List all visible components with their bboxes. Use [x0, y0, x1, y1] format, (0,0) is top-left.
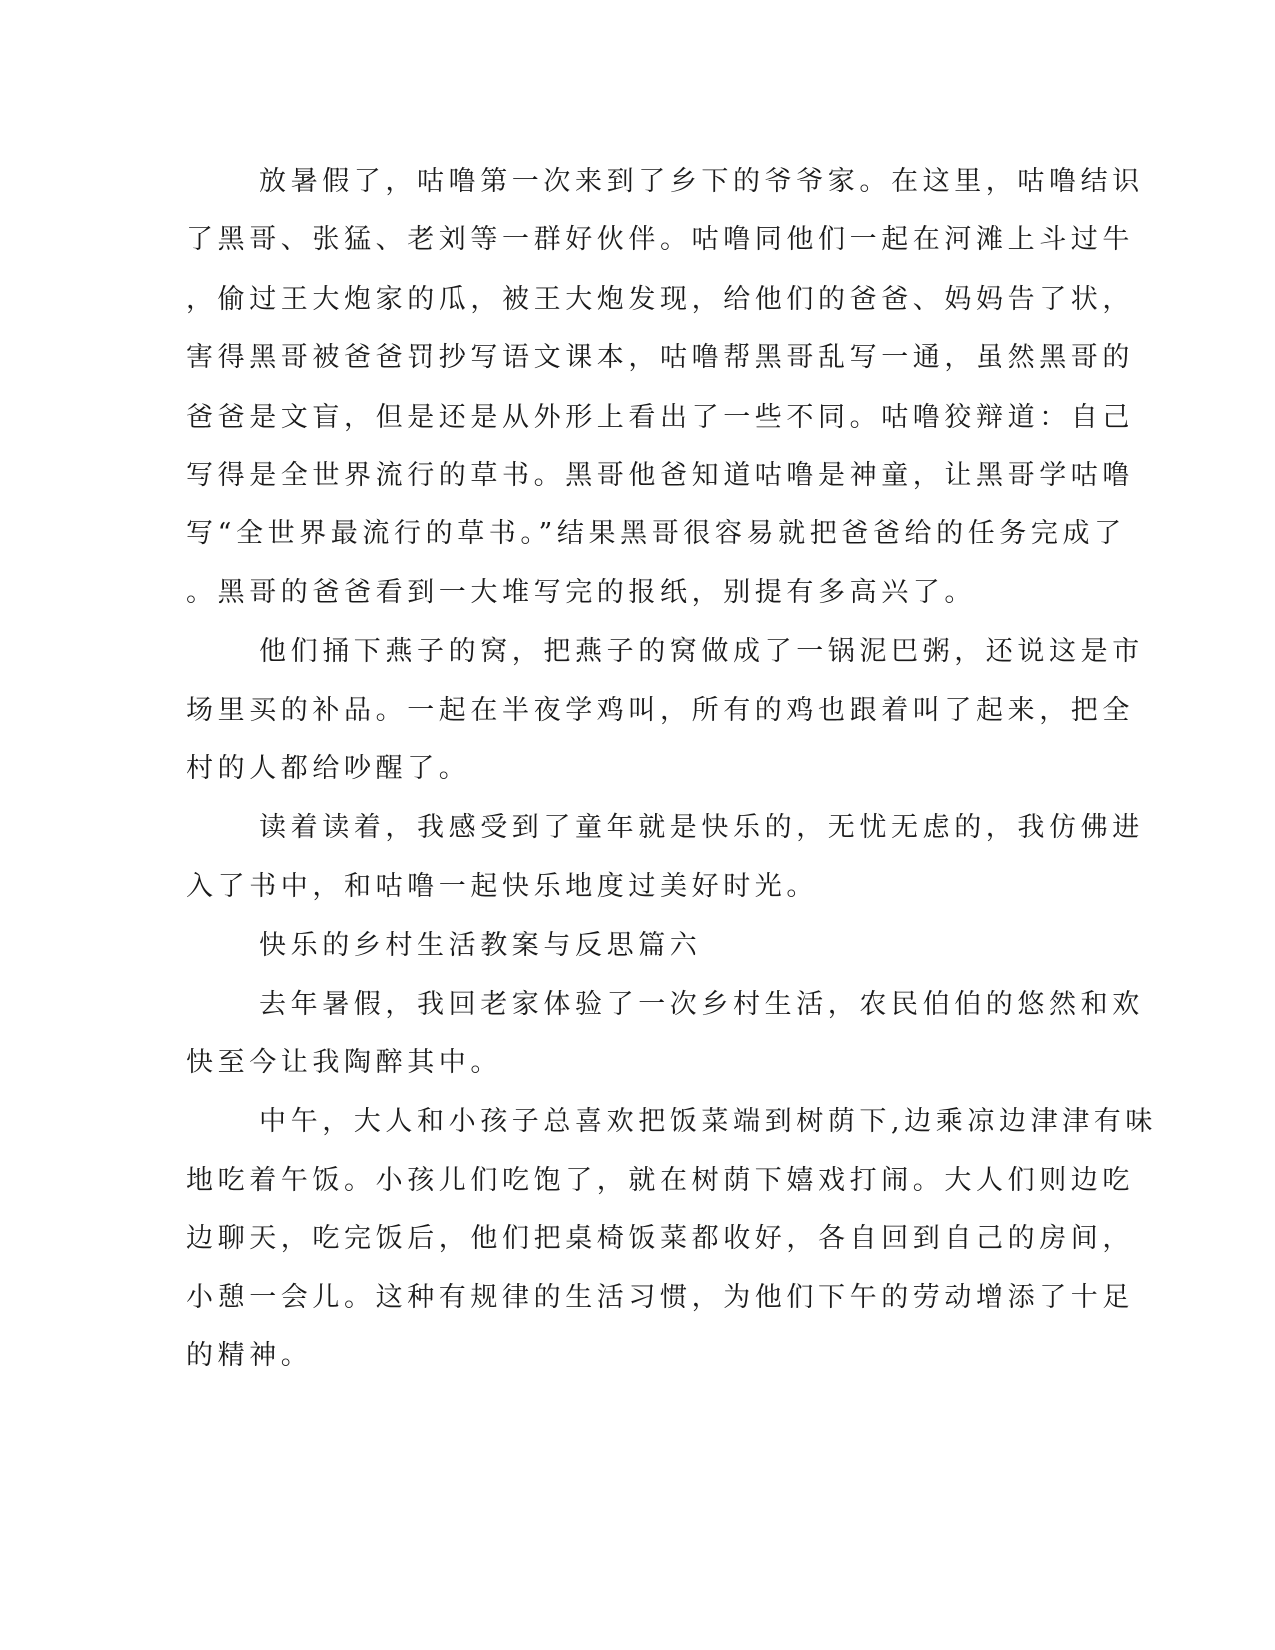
text-line: 写“全世界最流行的草书。”结果黑哥很容易就把爸爸给的任务完成了 — [186, 518, 1126, 549]
text-line: 村的人都给吵醒了。 — [186, 753, 471, 784]
text-line: ，偷过王大炮家的瓜，被王大炮发现，给他们的爸爸、妈妈告了状， — [186, 284, 1134, 315]
text-line: 去年暑假，我回老家体验了一次乡村生活，农民伯伯的悠然和欢 — [259, 989, 1144, 1020]
text-line: 读着读着，我感受到了童年就是快乐的，无忧无虑的，我仿佛进 — [259, 812, 1144, 843]
text-line: 场里买的补品。一起在半夜学鸡叫，所有的鸡也跟着叫了起来，把全 — [186, 695, 1134, 726]
text-line: 害得黑哥被爸爸罚抄写语文课本，咕噜帮黑哥乱写一通，虽然黑哥的 — [186, 342, 1134, 373]
text-line: 地吃着午饭。小孩儿们吃饱了，就在树荫下嬉戏打闹。大人们则边吃 — [186, 1165, 1134, 1196]
text-line: 他们捅下燕子的窝，把燕子的窝做成了一锅泥巴粥，还说这是市 — [259, 636, 1144, 667]
text-line: 边聊天，吃完饭后，他们把桌椅饭菜都收好，各自回到自己的房间， — [186, 1223, 1134, 1254]
text-line: 爸爸是文盲，但是还是从外形上看出了一些不同。咕噜狡辩道：自己 — [186, 402, 1134, 433]
text-line: 入了书中，和咕噜一起快乐地度过美好时光。 — [186, 871, 818, 902]
text-line: 中午，大人和小孩子总喜欢把饭菜端到树荫下,边乘凉边津津有味 — [259, 1106, 1157, 1137]
text-line: 了黑哥、张猛、老刘等一群好伙伴。咕噜同他们一起在河滩上斗过牛 — [186, 224, 1134, 255]
text-line: 小憩一会儿。这种有规律的生活习惯，为他们下午的劳动增添了十足 — [186, 1282, 1134, 1313]
text-line: 写得是全世界流行的草书。黑哥他爸知道咕噜是神童，让黑哥学咕噜 — [186, 460, 1134, 491]
section-heading: 快乐的乡村生活教案与反思篇六 — [259, 930, 702, 961]
text-line: 的精神。 — [186, 1340, 313, 1371]
text-line: 快至今让我陶醉其中。 — [186, 1047, 502, 1078]
text-line: 放暑假了，咕噜第一次来到了乡下的爷爷家。在这里，咕噜结识 — [259, 166, 1144, 197]
text-line: 。黑哥的爸爸看到一大堆写完的报纸，别提有多高兴了。 — [186, 577, 976, 608]
